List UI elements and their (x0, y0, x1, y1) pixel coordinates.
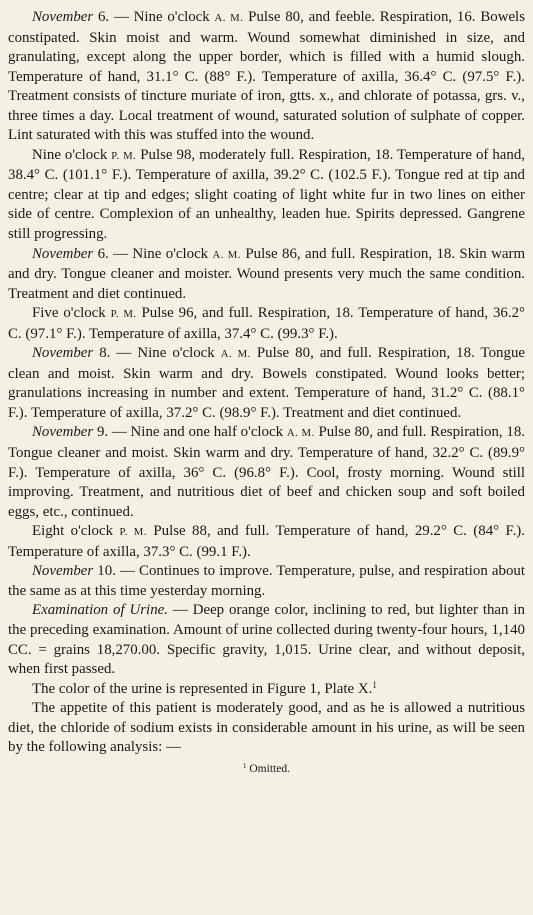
entry-nov-8-morning (8, 344, 525, 423)
time-text: Eight o'clock (32, 523, 120, 540)
pm-marker: P. M. (119, 526, 147, 539)
date-day: 9. (93, 424, 109, 441)
entry-body: Pulse 88, and full. Temperature of hand, 29.2° C. (84° F.). Temperature of axilla, 37.3° C. (99.1 F.). (8, 523, 525, 560)
date-label: November (32, 245, 94, 262)
date-label: November (32, 9, 94, 25)
entry-body: Pulse 80, and full. Respiration, 18. Tongue clean and moist. Skin warm and dry. Bowels constipated. Wound looks better; granulations increasing in number and extent. Temperature of hand, 31.2° C. (88.1° F.). Temperature of axilla, 37.2° C. (98.9° F.). Treatment and diet continued. (8, 345, 526, 421)
am-marker: A. M. (212, 248, 241, 261)
date-label: November (32, 345, 94, 362)
entry-nov-9-morning (8, 423, 525, 522)
entry-nov-10 (8, 562, 525, 601)
section-label: Examination of Urine. (32, 602, 168, 619)
date-day: 6. (93, 245, 109, 262)
am-marker: A. M. (220, 348, 251, 361)
entry-body: Pulse 80, and feeble. Respiration, 16. Bowels constipated. Skin moist and warm. Wound somewhat diminished in size, and granulating, except along the upper border, which is filled with a humid slough. Temperature of hand, 31.1° C. (88° F.). Temperature of axilla, 36.4° C. (97.5° F.). Treatment consists of tincture muriate of iron, gtts. x., and chlorate of potassa, grs. v., three times a day. Local treatment of wound, saturated solution of sulphate of copper. Lint saturated with this was stuffed into the wound. (8, 9, 525, 144)
time-text: Nine o'clock (32, 146, 112, 163)
time-text: Five o'clock (32, 305, 111, 322)
entry-nov-6b-morning (8, 245, 525, 305)
urine-examination (8, 601, 525, 679)
footnote-text: Omitted. (246, 762, 290, 775)
footnote-ref: 1 (372, 679, 377, 690)
entry-body: — Continues to improve. Temperature, pulse, and respiration about the same as at this time yesterday morning. (8, 563, 525, 599)
date-day: 6. (93, 9, 110, 25)
appetite-note (8, 699, 525, 758)
time-text: — Nine and one half o'clock (108, 424, 287, 441)
entry-nov-6-morning (8, 8, 525, 146)
pm-marker: P. M. (111, 149, 137, 162)
date-day: 10. (93, 563, 116, 580)
time-text: — Nine o'clock (109, 9, 215, 25)
footnote (8, 762, 525, 776)
entry-body: The color of the urine is represented in Figure 1, Plate X. (32, 680, 373, 697)
entry-body: — Deep orange color, inclining to red, but lighter than in the preceding examination. Amount of urine collected during twenty-four hours, 1,140 CC. = grains 18,270.00. Specific gravity, 1,015. Urine clear, and without deposit, when first passed. (8, 602, 525, 678)
entry-nov-6-evening (8, 146, 525, 245)
date-day: 8. (93, 345, 111, 362)
date-label: November (32, 424, 94, 441)
entry-nov-6b-evening (8, 304, 525, 344)
entry-body: The appetite of this patient is moderately good, and as he is allowed a nutritious diet, the chloride of sodium exists in considerable amount in his urine, as will be seen by the following analysis: — (8, 700, 525, 756)
urine-color-note (8, 680, 525, 700)
entry-nov-9-evening (8, 522, 525, 562)
footnote-marker: 1 (243, 763, 247, 770)
entry-body: Pulse 86, and full. Respiration, 18. Skin warm and dry. Tongue cleaner and moister. Wound presents very much the same condition. Treatment and diet continued. (8, 245, 526, 302)
pm-marker: P. M. (110, 308, 137, 321)
entry-body: Pulse 98, moderately full. Respiration, 18. Temperature of hand, 38.4° C. (101.1° F.). Temperature of axilla, 39.2° C. (102.5 F.). Tongue red at tip and centre; clear at tip and edges; slight coating of light white fur in two lines on either side of centre. Complexion of an unhealthy, leaden hue. Spirits depressed. Gangrene still progressing. (8, 146, 525, 243)
am-marker: A. M. (214, 12, 244, 24)
date-label: November (32, 563, 94, 580)
am-marker: A. M. (286, 427, 315, 440)
entry-body: Pulse 96, and full. Respiration, 18. Temperature of hand, 36.2° C. (97.1° F.). Temperature of axilla, 37.4° C. (99.3° F.). (8, 305, 525, 342)
time-text: — Nine o'clock (108, 245, 213, 262)
time-text: — Nine o'clock (110, 345, 221, 362)
entry-body: Pulse 80, and full. Respiration, 18. Tongue cleaner and moist. Skin warm and dry. Temperature of hand, 32.2° C. (89.9° F.). Temperature of axilla, 36° C. (96.8° F.). Cool, frosty morning. Wound still improving. Treatment, and nutritious diet of beef and chicken soup and soft boiled eggs, etc., continued. (8, 424, 526, 520)
